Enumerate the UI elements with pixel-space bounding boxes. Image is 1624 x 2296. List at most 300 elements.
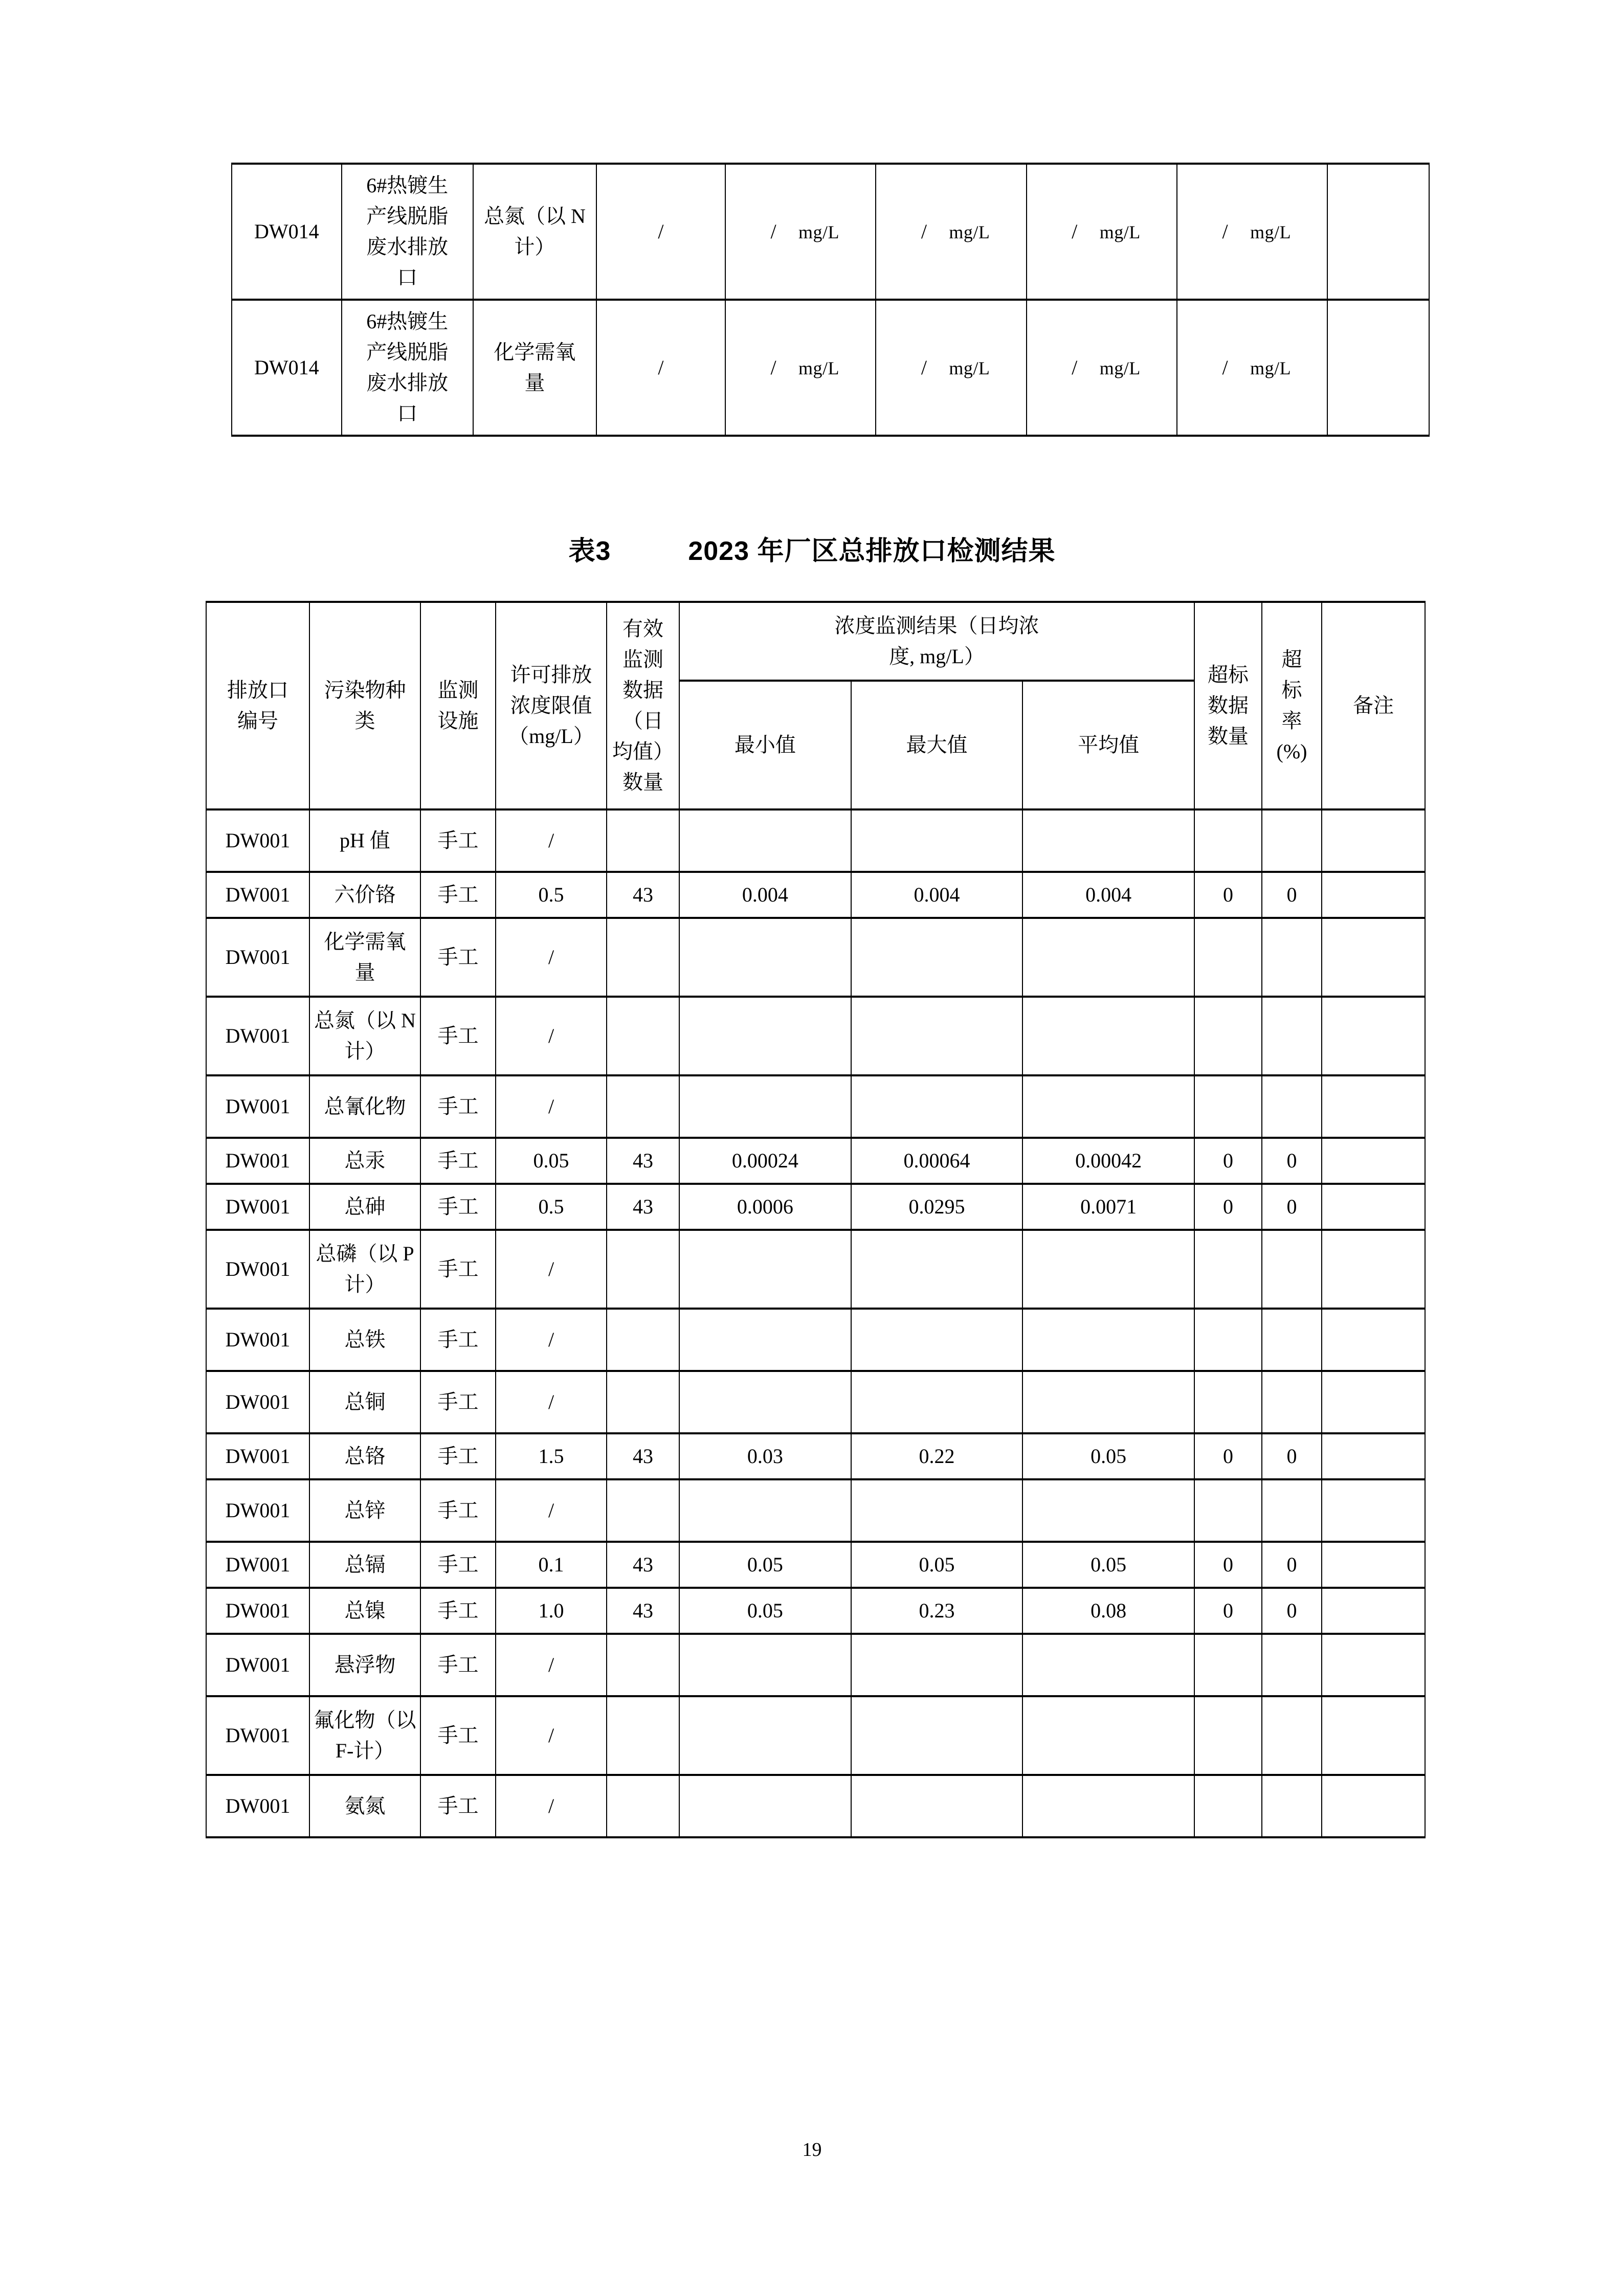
table-row [206,872,1425,918]
cell-outlet: DW001 [206,1696,309,1775]
cell-exceed-count [1194,809,1262,872]
cell-facility: 手工 [420,1309,496,1371]
cell-pollutant [309,1542,420,1588]
cell-pollutant-line: 总铬 [344,1445,386,1468]
cell-pollutant-line: 化学需氧 [494,341,576,364]
cell-value: / [1072,356,1078,379]
cell-avg [1022,1479,1194,1542]
cell-min [679,997,851,1075]
col-header-exceed-rate-line: (%) [1276,740,1307,763]
cell-source-line: 产线脱脂 [366,205,449,228]
table-row [206,1138,1425,1184]
cell-pollutant-line: pH 值 [340,829,390,852]
cell-value-with-unit [1027,164,1177,300]
cell-valid-count [607,1230,679,1309]
cell-valid-count [607,918,679,997]
cell-exceed-rate [1262,1634,1322,1696]
cell-pollutant-line: 总铜 [344,1390,386,1413]
cell-exceed-count: 0 [1194,1184,1262,1230]
cell-min: 0.004 [679,872,851,918]
cell-limit: / [496,1371,607,1433]
cell-pollutant [473,300,596,436]
col-header-pollutant-line: 污染物种 [324,679,406,702]
cell-source [342,164,473,300]
cell-remark [1322,1696,1425,1775]
cell-avg [1022,809,1194,872]
cell-min: 0.03 [679,1433,851,1479]
cell-value: / [770,220,776,243]
table-row [206,1371,1425,1433]
cell-outlet: DW001 [206,1479,309,1542]
cell-avg: 0.08 [1022,1588,1194,1634]
cell-exceed-count: 0 [1194,1433,1262,1479]
cell-pollutant-line: 总镉 [344,1553,386,1576]
cell-value-with-unit [1177,300,1327,436]
cell-outlet: DW001 [206,997,309,1075]
cell-pollutant-line: 总磷（以 P [316,1242,414,1265]
cell-avg: 0.05 [1022,1542,1194,1588]
table-row [206,1479,1425,1542]
cell-pollutant [309,1588,420,1634]
cell-outlet: DW014 [232,164,342,300]
cell-limit: 0.1 [496,1542,607,1588]
cell-unit: mg/L [1250,222,1292,242]
cell-limit: / [596,164,725,300]
cell-avg [1022,1075,1194,1138]
table-two-container [231,163,1430,437]
col-header-limit-line: 许可排放 [510,663,592,686]
cell-max [851,1696,1023,1775]
cell-source [342,300,473,436]
cell-remark [1322,1230,1425,1309]
col-header-facility [420,602,496,809]
cell-min: 0.0006 [679,1184,851,1230]
cell-source-line: 6#热镀生 [366,310,449,333]
cell-value-with-unit [1177,164,1327,300]
cell-pollutant [309,1634,420,1696]
table-row [206,1775,1425,1837]
cell-facility: 手工 [420,1479,496,1542]
cell-limit: / [496,997,607,1075]
cell-max: 0.05 [851,1542,1023,1588]
cell-remark [1322,918,1425,997]
cell-exceed-rate [1262,1075,1322,1138]
col-header-outlet [206,602,309,809]
cell-outlet: DW001 [206,1542,309,1588]
cell-exceed-rate: 0 [1262,1433,1322,1479]
cell-limit: / [496,918,607,997]
cell-outlet: DW001 [206,1309,309,1371]
col-header-facility-line: 设施 [437,709,479,732]
cell-max [851,1775,1023,1837]
cell-remark [1322,1542,1425,1588]
cell-max: 0.22 [851,1433,1023,1479]
cell-remark [1322,1433,1425,1479]
cell-exceed-rate [1262,1775,1322,1837]
cell-source-line: 废水排放 [366,235,449,258]
cell-unit: mg/L [1099,222,1141,242]
cell-limit: / [496,1479,607,1542]
cell-avg: 0.05 [1022,1433,1194,1479]
cell-unit: mg/L [949,222,990,242]
table-row [206,1075,1425,1138]
cell-exceed-rate [1262,997,1322,1075]
col-header-exceed-count-line: 数量 [1208,725,1249,748]
cell-pollutant-line: 总汞 [344,1149,386,1172]
cell-exceed-rate [1262,1230,1322,1309]
cell-outlet: DW001 [206,1634,309,1696]
cell-pollutant-line: 总锌 [344,1499,386,1522]
cell-exceed-rate: 0 [1262,1542,1322,1588]
cell-max [851,1634,1023,1696]
cell-min [679,1696,851,1775]
cell-facility: 手工 [420,1138,496,1184]
cell-outlet: DW014 [232,300,342,436]
cell-pollutant [309,997,420,1075]
cell-avg: 0.00042 [1022,1138,1194,1184]
cell-remark [1322,1479,1425,1542]
cell-facility: 手工 [420,1634,496,1696]
cell-max [851,918,1023,997]
cell-min: 0.05 [679,1542,851,1588]
cell-min [679,1634,851,1696]
cell-avg [1022,1775,1194,1837]
cell-min [679,809,851,872]
cell-facility: 手工 [420,1184,496,1230]
cell-limit: 1.0 [496,1588,607,1634]
table-three-header-row-main [206,602,1425,681]
cell-min [679,1075,851,1138]
cell-limit: 0.5 [496,1184,607,1230]
cell-min: 0.00024 [679,1138,851,1184]
col-header-concentration-group [679,602,1194,681]
table-row [206,1184,1425,1230]
table-row [206,1696,1425,1775]
cell-facility: 手工 [420,1588,496,1634]
cell-facility: 手工 [420,1433,496,1479]
cell-exceed-count [1194,1479,1262,1542]
table-three-title-label: 表3 [568,536,611,566]
cell-exceed-count [1194,1309,1262,1371]
cell-valid-count [607,809,679,872]
cell-pollutant [309,918,420,997]
cell-pollutant-line: 量 [524,371,545,394]
cell-limit: / [496,1634,607,1696]
cell-source-line: 6#热镀生 [366,174,449,197]
cell-max: 0.23 [851,1588,1023,1634]
cell-pollutant-line: 量 [354,961,375,984]
cell-unit: mg/L [798,358,840,378]
cell-outlet: DW001 [206,1230,309,1309]
col-header-valid-count-line: 数据 [622,679,663,702]
cell-outlet: DW001 [206,1184,309,1230]
cell-outlet: DW001 [206,1138,309,1184]
cell-exceed-rate [1262,1479,1322,1542]
cell-value: / [921,220,927,243]
col-header-valid-count-line: 数量 [622,771,663,794]
cell-source-line: 产线脱脂 [366,341,449,364]
cell-pollutant [309,1775,420,1837]
table-row [206,809,1425,872]
cell-max: 0.004 [851,872,1023,918]
cell-exceed-count [1194,1230,1262,1309]
cell-pollutant-line: 氟化物（以 [314,1708,416,1731]
table-three-title [0,529,1624,568]
cell-outlet: DW001 [206,872,309,918]
cell-min [679,1371,851,1433]
table-three-container [206,601,1426,1838]
cell-max [851,1230,1023,1309]
cell-value-with-unit [1027,300,1177,436]
cell-source-line: 口 [397,402,418,425]
cell-exceed-count [1194,1371,1262,1433]
col-header-exceed-rate-line: 率 [1281,709,1302,732]
cell-facility: 手工 [420,1542,496,1588]
table-row [206,1542,1425,1588]
cell-valid-count [607,997,679,1075]
col-header-avg: 平均值 [1022,681,1194,809]
cell-outlet: DW001 [206,1588,309,1634]
cell-remark [1322,997,1425,1075]
cell-valid-count [607,1371,679,1433]
cell-outlet: DW001 [206,918,309,997]
cell-facility: 手工 [420,1775,496,1837]
cell-outlet: DW001 [206,809,309,872]
cell-value-with-unit [876,164,1026,300]
cell-value: / [921,356,927,379]
page-number: 19 [802,2139,822,2160]
cell-outlet: DW001 [206,1433,309,1479]
cell-max: 0.00064 [851,1138,1023,1184]
cell-facility: 手工 [420,1075,496,1138]
col-header-exceed-rate-line: 标 [1281,679,1302,702]
col-header-exceed-count [1194,602,1262,809]
cell-max [851,1371,1023,1433]
cell-max [851,1309,1023,1371]
col-header-outlet-line: 编号 [237,709,278,732]
cell-min [679,1230,851,1309]
cell-facility: 手工 [420,809,496,872]
cell-pollutant-line: 氨氮 [344,1794,386,1817]
cell-facility: 手工 [420,872,496,918]
cell-remark [1322,1634,1425,1696]
cell-facility: 手工 [420,1696,496,1775]
cell-limit: / [496,1309,607,1371]
cell-limit: 0.5 [496,872,607,918]
table-row [206,1588,1425,1634]
col-header-exceed-count-line: 数据 [1208,694,1249,717]
cell-valid-count [607,1075,679,1138]
cell-avg [1022,918,1194,997]
cell-remark [1322,1588,1425,1634]
table-row [206,918,1425,997]
cell-min [679,1775,851,1837]
cell-pollutant [309,1371,420,1433]
table-row [206,1634,1425,1696]
cell-valid-count: 43 [607,872,679,918]
table-two-body [232,164,1429,436]
table-row [206,1309,1425,1371]
cell-min: 0.05 [679,1588,851,1634]
cell-pollutant [309,1309,420,1371]
cell-pollutant-line: 总镍 [344,1599,386,1622]
cell-outlet: DW001 [206,1371,309,1433]
col-header-facility-line: 监测 [437,679,479,702]
cell-unit: mg/L [1250,358,1292,378]
table-row [232,300,1429,436]
cell-valid-count: 43 [607,1542,679,1588]
cell-max [851,809,1023,872]
col-header-valid-count-line: 均值） [612,740,674,763]
col-header-pollutant [309,602,420,809]
cell-facility: 手工 [420,918,496,997]
cell-unit: mg/L [1099,358,1141,378]
cell-value-with-unit [725,300,876,436]
cell-pollutant [309,1696,420,1775]
cell-unit: mg/L [949,358,990,378]
cell-pollutant-line: F-计） [335,1739,395,1762]
cell-pollutant-line: 计） [514,235,555,258]
cell-exceed-rate: 0 [1262,872,1322,918]
cell-outlet: DW001 [206,1075,309,1138]
col-header-remark: 备注 [1322,602,1425,809]
cell-valid-count: 43 [607,1433,679,1479]
cell-pollutant-line: 悬浮物 [334,1653,396,1676]
cell-pollutant [309,1075,420,1138]
cell-exceed-count [1194,1696,1262,1775]
cell-exceed-count: 0 [1194,872,1262,918]
cell-max [851,997,1023,1075]
cell-exceed-count: 0 [1194,1138,1262,1184]
col-header-exceed-rate [1262,602,1322,809]
cell-value-with-unit [725,164,876,300]
table-row [232,164,1429,300]
cell-min [679,1479,851,1542]
cell-remark [1322,809,1425,872]
cell-min [679,918,851,997]
cell-exceed-count: 0 [1194,1542,1262,1588]
col-header-valid-count-line: 有效 [622,617,663,640]
cell-exceed-count [1194,918,1262,997]
col-header-limit [496,602,607,809]
cell-exceed-rate: 0 [1262,1184,1322,1230]
cell-pollutant-line: 总铁 [344,1328,386,1351]
cell-avg: 0.004 [1022,872,1194,918]
cell-pollutant-line: 总氰化物 [324,1095,406,1118]
cell-limit: / [496,1696,607,1775]
cell-valid-count [607,1634,679,1696]
table-two [231,163,1430,437]
cell-avg [1022,1696,1194,1775]
cell-pollutant-line: 化学需氧 [324,930,406,953]
cell-avg [1022,997,1194,1075]
cell-pollutant [309,1433,420,1479]
cell-pollutant-line: 总砷 [344,1195,386,1218]
cell-exceed-rate [1262,1696,1322,1775]
cell-valid-count: 43 [607,1588,679,1634]
cell-max: 0.0295 [851,1184,1023,1230]
table-row [206,1433,1425,1479]
cell-max [851,1075,1023,1138]
col-header-max: 最大值 [851,681,1023,809]
cell-max [851,1479,1023,1542]
cell-exceed-rate [1262,918,1322,997]
cell-remark [1322,1075,1425,1138]
cell-outlet: DW001 [206,1775,309,1837]
cell-remark [1322,1309,1425,1371]
cell-avg [1022,1634,1194,1696]
cell-avg: 0.0071 [1022,1184,1194,1230]
cell-pollutant [309,1138,420,1184]
cell-exceed-rate [1262,1371,1322,1433]
cell-pollutant [309,1479,420,1542]
cell-facility: 手工 [420,1371,496,1433]
cell-value: / [1222,220,1228,243]
cell-remark [1322,1138,1425,1184]
col-header-valid-count-line: 监测 [622,648,663,671]
col-header-outlet-line: 排放口 [227,679,288,702]
table-three-body [206,809,1425,1837]
cell-exceed-count [1194,1634,1262,1696]
cell-remark [1322,1775,1425,1837]
cell-pollutant [309,809,420,872]
cell-pollutant-line: 总氮（以 N [483,205,586,228]
table-three-head [206,602,1425,809]
cell-limit: / [496,1075,607,1138]
cell-valid-count [607,1479,679,1542]
cell-remark [1327,164,1429,300]
cell-value: / [1072,220,1078,243]
cell-exceed-count [1194,1075,1262,1138]
cell-avg [1022,1371,1194,1433]
col-header-concentration-group-line: 度, mg/L） [889,645,985,668]
col-header-pollutant-line: 类 [354,709,375,732]
cell-limit: / [496,1775,607,1837]
cell-limit: / [496,809,607,872]
col-header-concentration-group-line: 浓度监测结果（日均浓 [834,614,1039,637]
table-three [206,601,1426,1838]
cell-value: / [1222,356,1228,379]
cell-remark [1322,1184,1425,1230]
cell-pollutant-line: 计） [344,1273,386,1296]
cell-exceed-count [1194,997,1262,1075]
cell-exceed-count [1194,1775,1262,1837]
cell-pollutant [473,164,596,300]
cell-value-with-unit [876,300,1026,436]
cell-pollutant [309,872,420,918]
cell-pollutant-line: 六价铬 [334,883,396,906]
table-three-title-text: 2023 年厂区总排放口检测结果 [688,536,1056,566]
cell-min [679,1309,851,1371]
cell-valid-count: 43 [607,1138,679,1184]
cell-remark [1327,300,1429,436]
cell-avg [1022,1230,1194,1309]
cell-source-line: 废水排放 [366,371,449,394]
cell-pollutant [309,1230,420,1309]
cell-limit: 1.5 [496,1433,607,1479]
cell-exceed-rate [1262,809,1322,872]
cell-valid-count: 43 [607,1184,679,1230]
cell-exceed-rate [1262,1309,1322,1371]
col-header-min: 最小值 [679,681,851,809]
cell-exceed-rate: 0 [1262,1138,1322,1184]
cell-limit: / [496,1230,607,1309]
cell-unit: mg/L [798,222,840,242]
cell-facility: 手工 [420,997,496,1075]
cell-pollutant [309,1184,420,1230]
cell-remark [1322,1371,1425,1433]
cell-valid-count [607,1696,679,1775]
